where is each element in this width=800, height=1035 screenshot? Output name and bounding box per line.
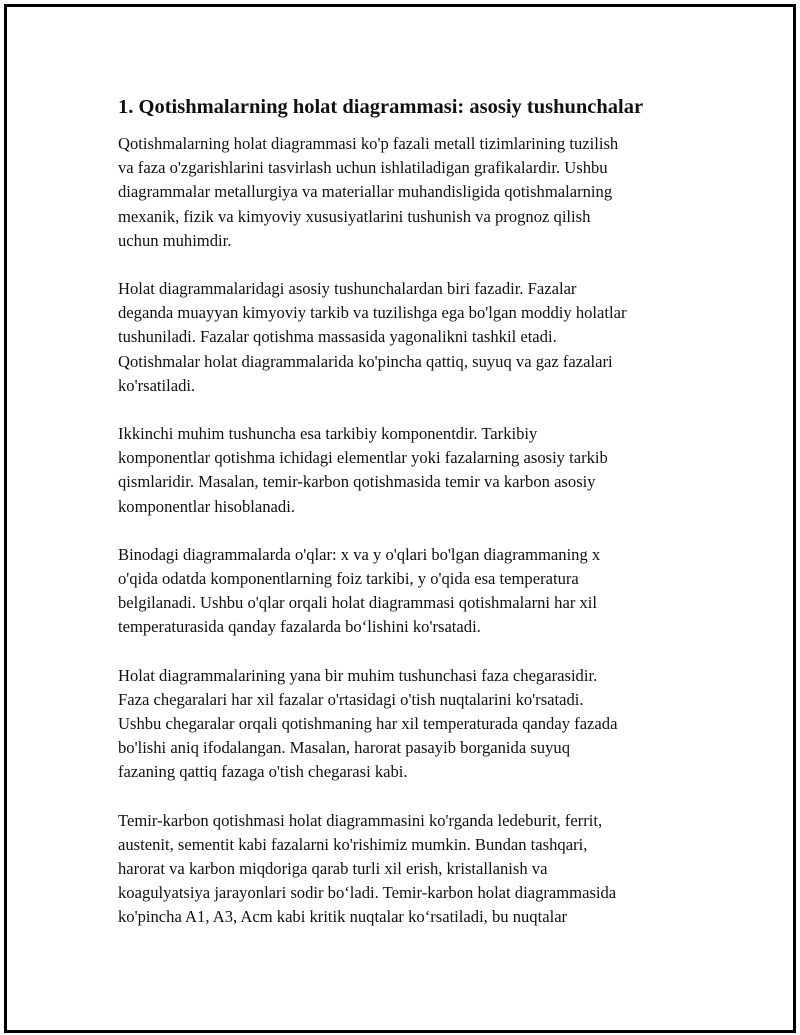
paragraph-line: komponentlar hisoblanadi. <box>118 496 295 516</box>
paragraph-line: o'qida odatda komponentlarning foiz tarkibi, y o'qida esa temperatura <box>118 569 579 589</box>
paragraph-line: ko'rsatiladi. <box>118 375 196 395</box>
paragraph-line: Qotishmalar holat diagrammalarida ko'pincha qattiq, suyuq va gaz fazalari <box>118 351 613 371</box>
paragraph-line: harorat va karbon miqdoriga qarab turli xil erish, kristallanish va <box>118 859 548 879</box>
paragraph-line: Ushbu chegaralar orqali qotishmaning har xil temperaturada qanday fazada <box>118 714 618 734</box>
paragraph-line: diagrammalar metallurgiya va materiallar muhandisligida qotishmalarning <box>118 182 613 202</box>
paragraph-line: ko'pincha A1, A3, Acm kabi kritik nuqtalar ko‘rsatiladi, bu nuqtalar <box>118 907 568 927</box>
paragraph-line: Holat diagrammalaridagi asosiy tushunchalardan biri fazadir. Fazalar <box>118 279 577 299</box>
paragraph-line: Binodagi diagrammalarda o'qlar: x va y o'qlari bo'lgan diagrammaning x <box>118 544 601 564</box>
paragraph-line: koagulyatsiya jarayonlari sodir bo‘ladi. Temir-karbon holat diagrammasida <box>118 883 617 903</box>
paragraph-line: fazaning qattiq fazaga o'tish chegarasi kabi. <box>118 762 408 782</box>
paragraph-line: Faza chegaralari har xil fazalar o'rtasidagi o'tish nuqtalarini ko'rsatadi. <box>118 689 584 709</box>
paragraph-line: qismlaridir. Masalan, temir-karbon qotishmasida temir va karbon asosiy <box>118 472 596 492</box>
paragraph-line: bo'lishi aniq ifodalangan. Masalan, harorat pasayib borganida suyuq <box>118 738 570 758</box>
paragraph <box>118 809 698 930</box>
paragraph-line: austenit, sementit kabi fazalarni ko'rishimiz mumkin. Bundan tashqari, <box>118 834 588 854</box>
paragraph-line: uchun muhimdir. <box>118 230 232 250</box>
paragraph-line: Holat diagrammalarining yana bir muhim tushunchasi faza chegarasidir. <box>118 665 598 685</box>
document-body <box>118 95 698 954</box>
paragraph <box>118 543 698 640</box>
paragraph <box>118 664 698 785</box>
paragraph-line: temperaturasida qanday fazalarda bo‘lishini ko'rsatadi. <box>118 617 481 637</box>
paragraph-line: komponentlar qotishma ichidagi elementlar yoki fazalarning asosiy tarkib <box>118 448 608 468</box>
paragraph-line: belgilanadi. Ushbu o'qlar orqali holat diagrammasi qotishmalarni har xil <box>118 593 598 613</box>
paragraph-list <box>118 132 698 930</box>
paragraph <box>118 132 698 253</box>
paragraph-line: va faza o'zgarishlarini tasvirlash uchun ishlatiladigan grafikalardir. Ushbu <box>118 158 608 178</box>
paragraph-line: tushuniladi. Fazalar qotishma massasida yagonalikni tashkil etadi. <box>118 327 557 347</box>
paragraph-line: mexanik, fizik va kimyoviy xususiyatlarini tushunish va prognoz qilish <box>118 206 591 226</box>
paragraph-line: Qotishmalarning holat diagrammasi ko'p fazali metall tizimlarining tuzilish <box>118 134 619 153</box>
paragraph <box>118 277 698 398</box>
paragraph <box>118 422 698 519</box>
paragraph-line: deganda muayyan kimyoviy tarkib va tuzilishga ega bo'lgan moddiy holatlar <box>118 303 627 323</box>
section-heading: 1. Qotishmalarning holat diagrammasi: asosiy tushunchalar <box>118 96 644 118</box>
paragraph-line: Temir-karbon qotishmasi holat diagrammasini ko'rganda ledeburit, ferrit, <box>118 810 603 830</box>
paragraph-line: Ikkinchi muhim tushuncha esa tarkibiy komponentdir. Tarkibiy <box>118 424 538 444</box>
